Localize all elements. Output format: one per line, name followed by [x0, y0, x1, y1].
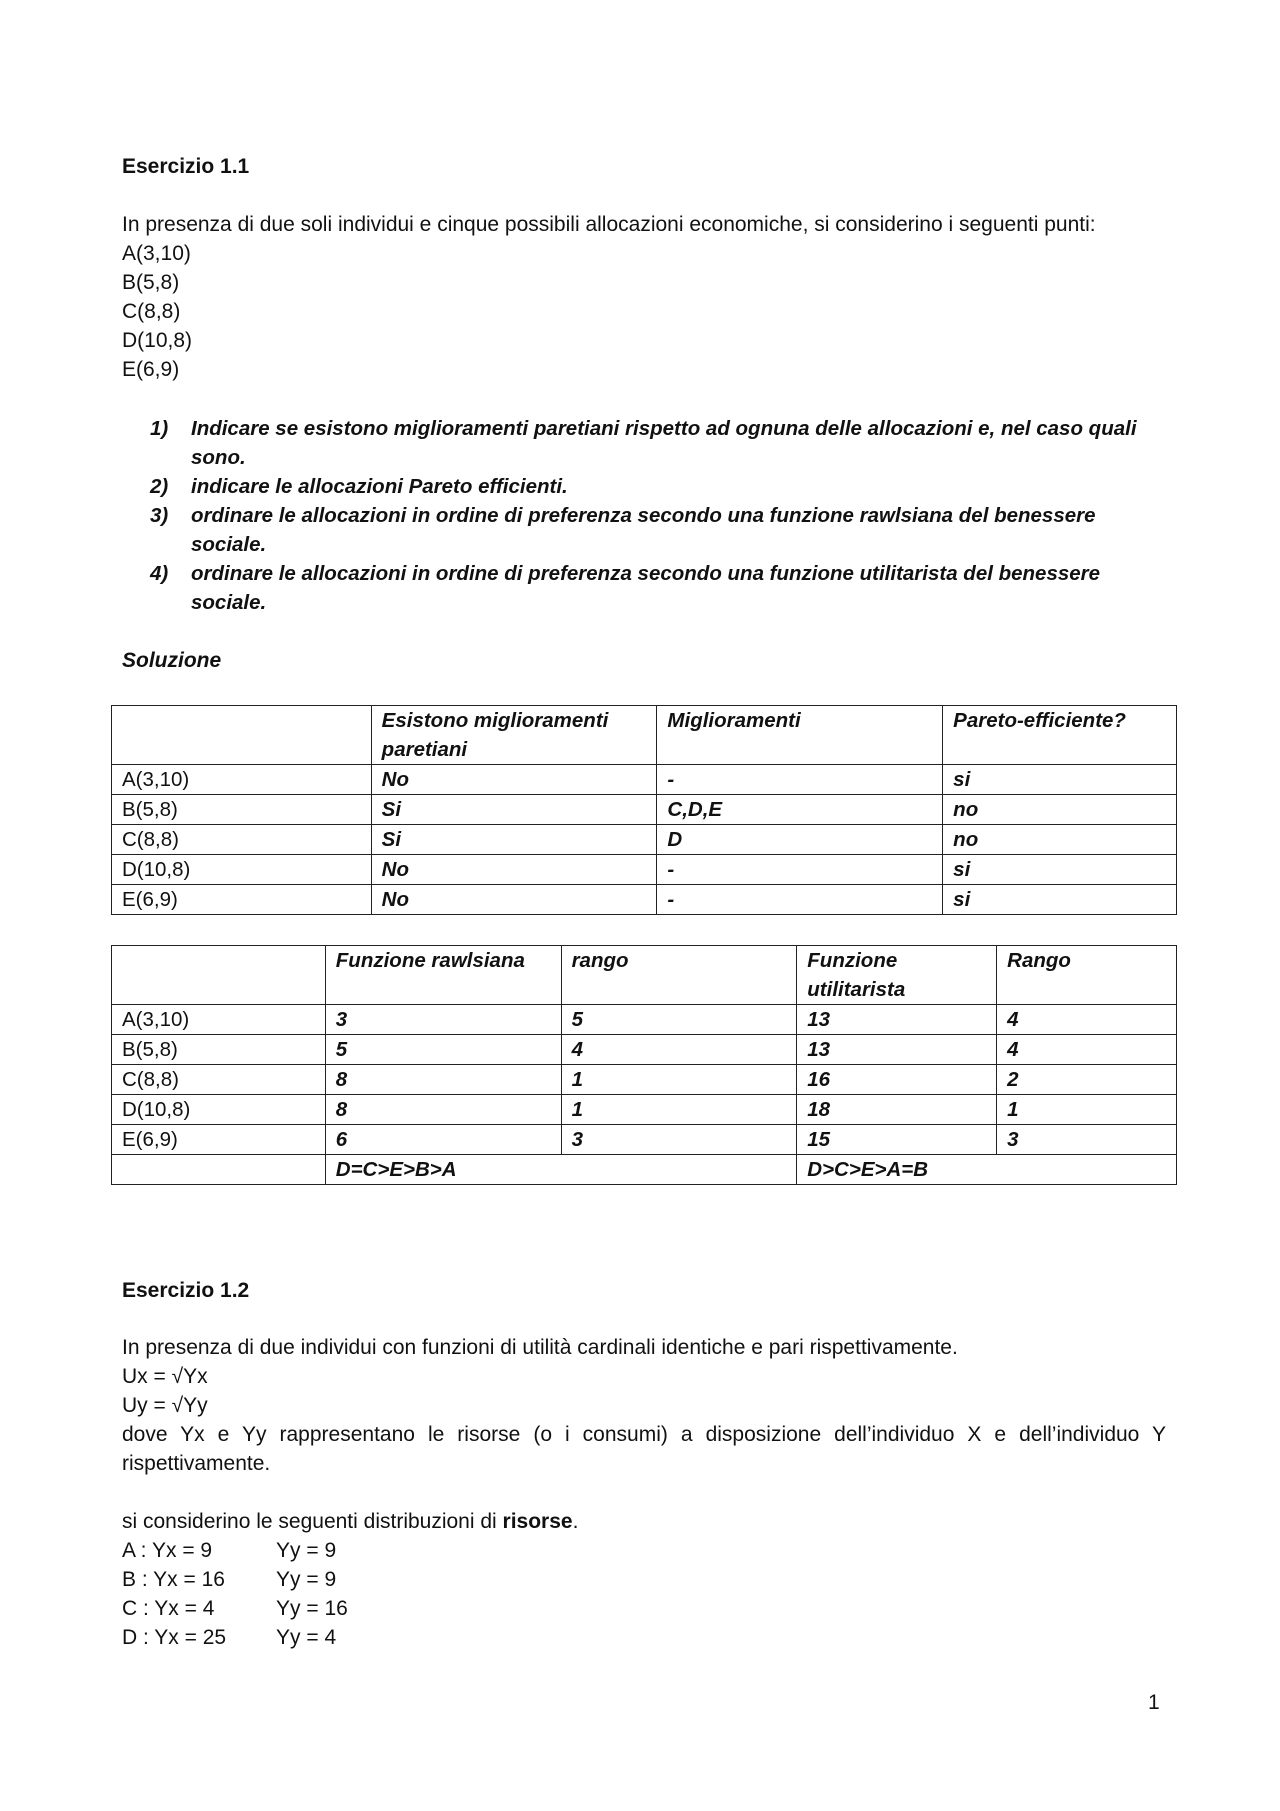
- distribution-intro-text: si considerino le seguenti distribuzioni di: [122, 1510, 503, 1533]
- point-d: D(10,8): [122, 329, 193, 352]
- table-cell: B(5,8): [112, 1035, 326, 1065]
- table-cell: No: [371, 855, 657, 885]
- table-cell: E(6,9): [112, 885, 372, 915]
- table-cell: 8: [325, 1065, 561, 1095]
- solution-title: Soluzione: [122, 649, 222, 672]
- table-header-cell: Pareto-efficiente?: [943, 706, 1177, 765]
- question-text: Indicare se esistono miglioramenti paretiani rispetto ad ognuna delle allocazioni e, nel caso quali sono.: [191, 417, 1137, 469]
- table-cell: Si: [371, 795, 657, 825]
- utility-y: Uy = √Yy: [122, 1394, 208, 1417]
- question-text: ordinare le allocazioni in ordine di preferenza secondo una funzione utilitarista del benessere sociale.: [191, 562, 1101, 614]
- table-cell: 13: [797, 1005, 997, 1035]
- table-cell: 3: [561, 1125, 797, 1155]
- distribution-y: Yy = 4: [276, 1626, 337, 1649]
- distribution-y: Yy = 16: [276, 1597, 348, 1620]
- table-cell: si: [943, 765, 1177, 795]
- table-row-order: [112, 1155, 1177, 1185]
- table-cell: No: [371, 765, 657, 795]
- table-cell: Si: [371, 825, 657, 855]
- distribution-row: [122, 1536, 337, 1565]
- question-item: [150, 472, 1160, 501]
- question-number: 2): [150, 475, 169, 498]
- point-a: A(3,10): [122, 242, 191, 265]
- table-cell: 5: [561, 1005, 797, 1035]
- table-cell: No: [371, 885, 657, 915]
- distribution-row: [122, 1594, 348, 1623]
- table-cell: 4: [997, 1005, 1177, 1035]
- table-cell: -: [657, 765, 943, 795]
- table-cell: D: [657, 825, 943, 855]
- table-header-row: [112, 706, 1177, 765]
- table-cell: 15: [797, 1125, 997, 1155]
- table-cell: C(8,8): [112, 1065, 326, 1095]
- table-header-cell: Esistono miglioramenti paretiani: [371, 706, 657, 765]
- distribution-x: D : Yx = 25: [122, 1626, 227, 1649]
- table-cell: 18: [797, 1095, 997, 1125]
- distribution-y: Yy = 9: [276, 1539, 337, 1562]
- table-cell: A(3,10): [112, 1005, 326, 1035]
- question-text: ordinare le allocazioni in ordine di preferenza secondo una funzione rawlsiana del benessere sociale.: [191, 504, 1096, 556]
- page-number: 1: [1148, 1691, 1160, 1714]
- table-cell: 1: [561, 1065, 797, 1095]
- table-cell: B(5,8): [112, 795, 372, 825]
- distribution-row: [122, 1623, 337, 1652]
- question-number: 3): [150, 504, 169, 527]
- table-cell: A(3,10): [112, 765, 372, 795]
- table-cell: 1: [561, 1095, 797, 1125]
- table-header-cell: [112, 706, 372, 765]
- table-cell: 4: [997, 1035, 1177, 1065]
- utility-x: Ux = √Yx: [122, 1365, 208, 1388]
- distribution-intro-bold: risorse: [502, 1510, 573, 1533]
- table-cell: 3: [997, 1125, 1177, 1155]
- point-e: E(6,9): [122, 358, 180, 381]
- distribution-x: A : Yx = 9: [122, 1539, 213, 1562]
- table-cell: -: [657, 855, 943, 885]
- table-cell: 6: [325, 1125, 561, 1155]
- table-header-cell: Funzione utilitarista: [797, 946, 997, 1005]
- question-item: [150, 414, 1160, 472]
- table-row: [112, 855, 1177, 885]
- table-cell: [112, 1155, 326, 1185]
- table-cell: si: [943, 885, 1177, 915]
- question-item: [150, 559, 1160, 617]
- question-number: 4): [150, 562, 169, 585]
- exercise-1-intro: In presenza di due soli individui e cinque possibili allocazioni economiche, si considerino i seguenti punti:: [122, 213, 1096, 236]
- table-row: [112, 1005, 1177, 1035]
- table-cell: 8: [325, 1095, 561, 1125]
- table-cell: si: [943, 855, 1177, 885]
- point-b: B(5,8): [122, 271, 180, 294]
- table-row: [112, 765, 1177, 795]
- table-cell: E(6,9): [112, 1125, 326, 1155]
- question-list: [150, 414, 1160, 617]
- table-cell: 1: [997, 1095, 1177, 1125]
- table-row: [112, 885, 1177, 915]
- table-cell: no: [943, 825, 1177, 855]
- exercise-2-where: dove Yx e Yy rappresentano le risorse (o i consumi) a disposizione dell’individuo X e dell’individuo Y rispettivamente.: [122, 1423, 1166, 1475]
- exercise-2-intro: In presenza di due individui con funzioni di utilità cardinali identiche e pari rispettivamente.: [122, 1336, 958, 1359]
- question-item: [150, 501, 1160, 559]
- table-cell: 3: [325, 1005, 561, 1035]
- table-cell: 4: [561, 1035, 797, 1065]
- table-row: [112, 1125, 1177, 1155]
- distribution-intro: [122, 1507, 578, 1536]
- table-row: [112, 1095, 1177, 1125]
- util-order: D>C>E>A=B: [797, 1155, 1177, 1185]
- table-cell: D(10,8): [112, 1095, 326, 1125]
- table-cell: -: [657, 885, 943, 915]
- distribution-intro-end: .: [572, 1510, 579, 1533]
- exercise-2-title: Esercizio 1.2: [122, 1279, 250, 1302]
- question-number: 1): [150, 417, 169, 440]
- table-row: [112, 825, 1177, 855]
- rawls-order: D=C>E>B>A: [325, 1155, 797, 1185]
- table-cell: 5: [325, 1035, 561, 1065]
- point-c: C(8,8): [122, 300, 181, 323]
- table-header-cell: rango: [561, 946, 797, 1005]
- table-row: [112, 1065, 1177, 1095]
- table-cell: 13: [797, 1035, 997, 1065]
- table-cell: D(10,8): [112, 855, 372, 885]
- table-cell: 2: [997, 1065, 1177, 1095]
- distribution-x: C : Yx = 4: [122, 1597, 215, 1620]
- distribution-row: [122, 1565, 337, 1594]
- table-row: [112, 795, 1177, 825]
- pareto-table: [111, 705, 1177, 915]
- table-cell: C(8,8): [112, 825, 372, 855]
- table-header-cell: Funzione rawlsiana: [325, 946, 561, 1005]
- table-header-cell: Miglioramenti: [657, 706, 943, 765]
- distribution-x: B : Yx = 16: [122, 1568, 225, 1591]
- table-row: [112, 1035, 1177, 1065]
- table-header-cell: Rango: [997, 946, 1177, 1005]
- exercise-1-title: Esercizio 1.1: [122, 155, 250, 178]
- table-cell: C,D,E: [657, 795, 943, 825]
- distribution-y: Yy = 9: [276, 1568, 337, 1591]
- table-header-row: [112, 946, 1177, 1005]
- table-cell: 16: [797, 1065, 997, 1095]
- table-cell: no: [943, 795, 1177, 825]
- table-header-cell: [112, 946, 326, 1005]
- welfare-table: [111, 945, 1177, 1185]
- question-text: indicare le allocazioni Pareto efficienti.: [191, 475, 568, 498]
